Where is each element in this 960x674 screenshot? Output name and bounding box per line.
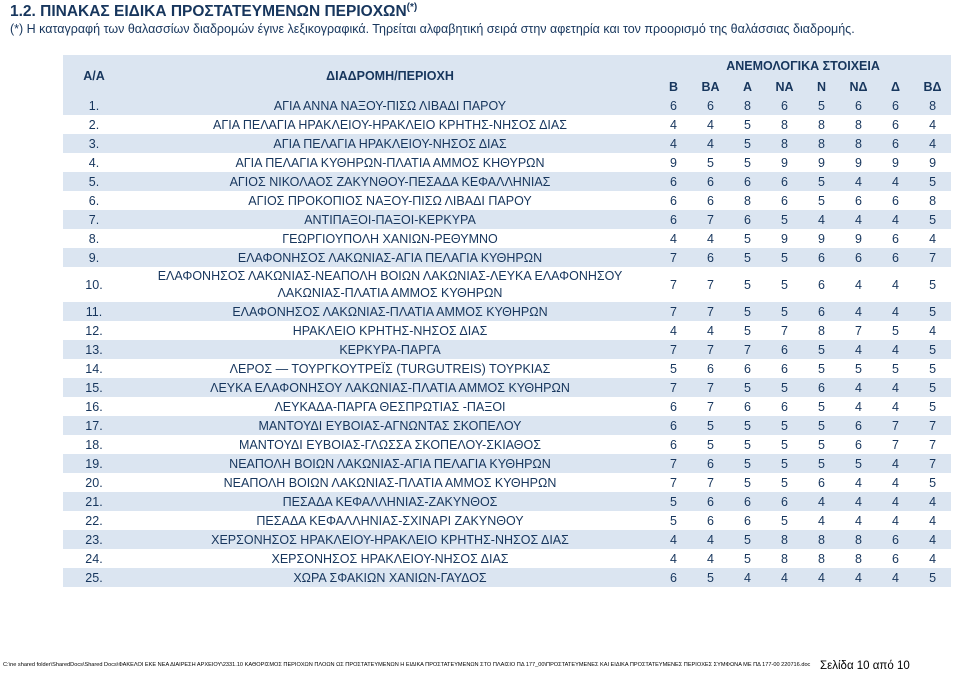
wind-value: 5 (803, 416, 840, 435)
route-name: ΧΕΡΣΟΝΗΣΟΣ ΗΡΑΚΛΕΙΟΥ-ΝΗΣΟΣ ΔΙΑΣ (125, 549, 655, 568)
table-body (63, 96, 951, 587)
wind-value: 4 (840, 397, 877, 416)
row-number: 13. (63, 340, 125, 359)
wind-value: 5 (914, 210, 951, 229)
header-number: Α/Α (63, 55, 125, 96)
wind-value: 4 (914, 134, 951, 153)
wind-value: 5 (914, 378, 951, 397)
wind-value: 4 (877, 568, 914, 587)
wind-value: 6 (729, 172, 766, 191)
wind-value: 8 (840, 134, 877, 153)
row-number: 9. (63, 248, 125, 267)
wind-value: 4 (766, 568, 803, 587)
page-number: Σελίδα 10 από 10 (820, 660, 910, 672)
wind-value: 5 (914, 302, 951, 321)
row-number: 15. (63, 378, 125, 397)
route-name: ΑΓΙΑ ΠΕΛΑΓΙΑ ΗΡΑΚΛΕΙΟΥ-ΝΗΣΟΣ ΔΙΑΣ (125, 134, 655, 153)
wind-value: 7 (655, 267, 692, 302)
wind-value: 9 (840, 229, 877, 248)
wind-value: 8 (914, 96, 951, 115)
wind-value: 7 (692, 397, 729, 416)
wind-value: 6 (840, 96, 877, 115)
wind-value: 5 (766, 511, 803, 530)
wind-value: 6 (692, 248, 729, 267)
wind-value: 6 (692, 492, 729, 511)
wind-value: 5 (914, 172, 951, 191)
wind-value: 4 (692, 134, 729, 153)
wind-value: 4 (877, 454, 914, 473)
wind-value: 6 (729, 359, 766, 378)
wind-value: 5 (877, 359, 914, 378)
wind-value: 4 (692, 115, 729, 134)
wind-value: 4 (914, 492, 951, 511)
table-row (63, 568, 951, 587)
wind-value: 6 (655, 210, 692, 229)
wind-value: 9 (840, 153, 877, 172)
route-name: ΜΑΝΤΟΥΔΙ ΕΥΒΟΙΑΣ-ΑΓΝΩΝΤΑΣ ΣΚΟΠΕΛΟΥ (125, 416, 655, 435)
wind-value: 8 (729, 96, 766, 115)
wind-direction-header: Β (655, 77, 692, 96)
wind-value: 5 (914, 359, 951, 378)
wind-value: 8 (729, 191, 766, 210)
wind-value: 4 (840, 511, 877, 530)
wind-value: 6 (692, 96, 729, 115)
wind-value: 7 (914, 248, 951, 267)
row-number: 23. (63, 530, 125, 549)
wind-value: 4 (655, 229, 692, 248)
table-row (63, 115, 951, 134)
wind-value: 5 (729, 229, 766, 248)
wind-value: 5 (766, 473, 803, 492)
wind-value: 5 (766, 435, 803, 454)
wind-direction-header: Α (729, 77, 766, 96)
wind-value: 5 (766, 302, 803, 321)
table-row (63, 397, 951, 416)
wind-value: 4 (877, 340, 914, 359)
row-number: 21. (63, 492, 125, 511)
table-row (63, 96, 951, 115)
wind-value: 5 (692, 416, 729, 435)
wind-value: 6 (692, 172, 729, 191)
wind-value: 7 (692, 378, 729, 397)
wind-value: 4 (692, 549, 729, 568)
wind-value: 4 (803, 511, 840, 530)
footnote-note: (*) Η καταγραφή των θαλασσίων διαδρομών έγινε λεξικογραφικά. Τηρείται αλφαβητική σειρά στην αφετηρία και τον προορισμό της θαλάσσιας διαδρομής. (10, 22, 855, 36)
wind-value: 5 (766, 248, 803, 267)
wind-value: 5 (914, 397, 951, 416)
wind-value: 7 (655, 473, 692, 492)
wind-direction-header: ΒΑ (692, 77, 729, 96)
heading-text: 1.2. ΠΙΝΑΚΑΣ ΕΙΔΙΚΑ ΠΡΟΣΤΑΤΕΥΜΕΝΩΝ ΠΕΡΙΟΧΩΝ (10, 3, 407, 21)
route-name: ΑΝΤΙΠΑΞΟΙ-ΠΑΞΟΙ-ΚΕΡΚΥΡΑ (125, 210, 655, 229)
wind-value: 5 (803, 359, 840, 378)
wind-value: 7 (877, 435, 914, 454)
wind-value: 4 (877, 302, 914, 321)
wind-value: 7 (655, 340, 692, 359)
wind-value: 4 (840, 172, 877, 191)
wind-value: 7 (655, 454, 692, 473)
row-number: 18. (63, 435, 125, 454)
wind-direction-header: Δ (877, 77, 914, 96)
wind-value: 4 (877, 210, 914, 229)
table-row (63, 248, 951, 267)
wind-value: 6 (766, 340, 803, 359)
table-header-row (63, 55, 951, 77)
wind-value: 8 (766, 134, 803, 153)
wind-value: 6 (803, 378, 840, 397)
table-row (63, 321, 951, 340)
wind-value: 5 (803, 191, 840, 210)
row-number: 1. (63, 96, 125, 115)
wind-value: 7 (914, 416, 951, 435)
wind-value: 5 (692, 153, 729, 172)
heading-footnote-marker: (*) (406, 2, 418, 13)
wind-value: 4 (840, 340, 877, 359)
wind-value: 9 (766, 153, 803, 172)
route-name: ΑΓΙΑ ΠΕΛΑΓΙΑ ΗΡΑΚΛΕΙΟΥ-ΗΡΑΚΛΕΙΟ ΚΡΗΤΗΣ-ΝΗΣΟΣ ΔΙΑΣ (125, 115, 655, 134)
wind-value: 5 (803, 96, 840, 115)
row-number: 11. (63, 302, 125, 321)
wind-value: 4 (803, 492, 840, 511)
wind-value: 6 (840, 435, 877, 454)
wind-value: 8 (840, 115, 877, 134)
route-name: ΑΓΙΑ ΑΝΝΑ ΝΑΞΟΥ-ΠΙΣΩ ΛΙΒΑΔΙ ΠΑΡΟΥ (125, 96, 655, 115)
wind-value: 4 (655, 549, 692, 568)
wind-value: 5 (692, 568, 729, 587)
table-row (63, 210, 951, 229)
wind-value: 6 (877, 248, 914, 267)
wind-value: 8 (803, 549, 840, 568)
wind-value: 5 (803, 340, 840, 359)
wind-value: 5 (729, 530, 766, 549)
wind-value: 8 (803, 530, 840, 549)
wind-value: 5 (655, 359, 692, 378)
wind-value: 4 (840, 492, 877, 511)
wind-value: 9 (914, 153, 951, 172)
row-number: 14. (63, 359, 125, 378)
page-heading (10, 2, 417, 21)
wind-value: 5 (729, 267, 766, 302)
wind-value: 6 (729, 492, 766, 511)
wind-value: 7 (692, 210, 729, 229)
wind-value: 6 (655, 172, 692, 191)
row-number: 22. (63, 511, 125, 530)
wind-value: 5 (803, 172, 840, 191)
wind-value: 6 (840, 248, 877, 267)
table-row (63, 549, 951, 568)
wind-value: 5 (840, 454, 877, 473)
wind-value: 4 (692, 321, 729, 340)
header-route: ΔΙΑΔΡΟΜΗ/ΠΕΡΙΟΧΗ (125, 55, 655, 96)
wind-value: 6 (840, 191, 877, 210)
table-row (63, 473, 951, 492)
table-row (63, 153, 951, 172)
wind-direction-header: Ν (803, 77, 840, 96)
route-name: ΑΓΙΟΣ ΠΡΟΚΟΠΙΟΣ ΝΑΞΟΥ-ΠΙΣΩ ΛΙΒΑΔΙ ΠΑΡΟΥ (125, 191, 655, 210)
row-number: 17. (63, 416, 125, 435)
wind-value: 8 (766, 549, 803, 568)
wind-value: 6 (766, 359, 803, 378)
table-row (63, 302, 951, 321)
wind-value: 6 (840, 416, 877, 435)
wind-value: 7 (914, 454, 951, 473)
wind-value: 6 (729, 511, 766, 530)
row-number: 8. (63, 229, 125, 248)
wind-value: 8 (803, 134, 840, 153)
table-row (63, 530, 951, 549)
route-name: ΑΓΙΟΣ ΝΙΚΟΛΑΟΣ ΖΑΚΥΝΘΟΥ-ΠΕΣΑΔΑ ΚΕΦΑΛΛΗΝΙΑΣ (125, 172, 655, 191)
row-number: 20. (63, 473, 125, 492)
wind-value: 5 (803, 397, 840, 416)
wind-value: 6 (877, 229, 914, 248)
wind-value: 5 (766, 267, 803, 302)
row-number: 5. (63, 172, 125, 191)
wind-value: 4 (803, 568, 840, 587)
wind-value: 4 (877, 492, 914, 511)
wind-value: 6 (803, 267, 840, 302)
row-number: 12. (63, 321, 125, 340)
row-number: 3. (63, 134, 125, 153)
wind-value: 6 (766, 191, 803, 210)
wind-value: 6 (877, 134, 914, 153)
table-row (63, 229, 951, 248)
wind-value: 8 (840, 530, 877, 549)
route-name: ΕΛΑΦΟΝΗΣΟΣ ΛΑΚΩΝΙΑΣ-ΑΓΙΑ ΠΕΛΑΓΙΑ ΚΥΘΗΡΩΝ (125, 248, 655, 267)
wind-value: 5 (840, 359, 877, 378)
route-name: ΕΛΑΦΟΝΗΣΟΣ ΛΑΚΩΝΙΑΣ-ΝΕΑΠΟΛΗ ΒΟΙΩΝ ΛΑΚΩΝΙΑΣ-ΛΕΥΚΑ ΕΛΑΦΟΝΗΣΟΥ ΛΑΚΩΝΙΑΣ-ΠΛΑΤΙΑ ΑΜΜΟΣ ΚΥΘΗΡΩΝ (125, 267, 655, 302)
wind-value: 7 (692, 340, 729, 359)
wind-value: 5 (877, 321, 914, 340)
wind-direction-header: ΒΔ (914, 77, 951, 96)
wind-value: 4 (840, 473, 877, 492)
route-name: ΛΕΡΟΣ — ΤΟΥΡΓΚΟΥΤΡΕΪΣ (TURGUTREIS) ΤΟΥΡΚΙΑΣ (125, 359, 655, 378)
table-row (63, 492, 951, 511)
wind-value: 4 (877, 172, 914, 191)
wind-value: 8 (803, 321, 840, 340)
wind-value: 4 (655, 134, 692, 153)
route-name: ΝΕΑΠΟΛΗ ΒΟΙΩΝ ΛΑΚΩΝΙΑΣ-ΠΛΑΤΙΑ ΑΜΜΟΣ ΚΥΘΗΡΩΝ (125, 473, 655, 492)
route-name: ΑΓΙΑ ΠΕΛΑΓΙΑ ΚΥΘΗΡΩΝ-ΠΛΑΤΙΑ ΑΜΜΟΣ ΚΗΘΥΡΩΝ (125, 153, 655, 172)
wind-value: 4 (692, 530, 729, 549)
wind-value: 6 (655, 397, 692, 416)
wind-value: 7 (877, 416, 914, 435)
header-wind-data: ΑΝΕΜΟΛΟΓΙΚΑ ΣΤΟΙΧΕΙΑ (655, 55, 951, 77)
wind-value: 6 (877, 115, 914, 134)
wind-direction-header: ΝΑ (766, 77, 803, 96)
wind-value: 7 (655, 378, 692, 397)
route-name: ΗΡΑΚΛΕΙΟ ΚΡΗΤΗΣ-ΝΗΣΟΣ ΔΙΑΣ (125, 321, 655, 340)
wind-value: 8 (840, 549, 877, 568)
wind-value: 4 (877, 511, 914, 530)
wind-value: 6 (803, 302, 840, 321)
table-row (63, 416, 951, 435)
wind-value: 5 (766, 210, 803, 229)
row-number: 16. (63, 397, 125, 416)
route-name: ΠΕΣΑΔΑ ΚΕΦΑΛΛΗΝΙΑΣ-ΣΧΙΝΑΡΙ ΖΑΚΥΝΘΟΥ (125, 511, 655, 530)
wind-value: 4 (877, 378, 914, 397)
table-row (63, 340, 951, 359)
wind-value: 5 (655, 511, 692, 530)
row-number: 6. (63, 191, 125, 210)
wind-value: 7 (729, 340, 766, 359)
wind-value: 4 (914, 549, 951, 568)
route-name: ΛΕΥΚΑΔΑ-ΠΑΡΓΑ ΘΕΣΠΡΩΤΙΑΣ -ΠΑΞΟΙ (125, 397, 655, 416)
wind-value: 4 (877, 473, 914, 492)
wind-value: 6 (692, 191, 729, 210)
wind-value: 4 (655, 115, 692, 134)
wind-value: 6 (692, 359, 729, 378)
wind-value: 6 (877, 549, 914, 568)
wind-value: 6 (803, 248, 840, 267)
wind-value: 6 (766, 96, 803, 115)
wind-value: 5 (914, 267, 951, 302)
row-number: 2. (63, 115, 125, 134)
wind-value: 4 (655, 321, 692, 340)
wind-value: 7 (840, 321, 877, 340)
wind-value: 6 (692, 511, 729, 530)
wind-value: 6 (766, 172, 803, 191)
wind-value: 6 (803, 473, 840, 492)
wind-value: 5 (914, 568, 951, 587)
wind-value: 5 (766, 416, 803, 435)
table-row (63, 378, 951, 397)
wind-value: 4 (692, 229, 729, 248)
wind-value: 4 (877, 267, 914, 302)
wind-value: 6 (655, 96, 692, 115)
wind-value: 6 (655, 568, 692, 587)
wind-value: 6 (692, 454, 729, 473)
wind-value: 4 (840, 210, 877, 229)
route-name: ΓΕΩΡΓΙΟΥΠΟΛΗ ΧΑΝΙΩΝ-ΡΕΘΥΜΝΟ (125, 229, 655, 248)
wind-value: 5 (803, 435, 840, 454)
wind-value: 4 (840, 568, 877, 587)
wind-value: 5 (914, 473, 951, 492)
wind-value: 8 (803, 115, 840, 134)
wind-value: 6 (877, 191, 914, 210)
wind-value: 7 (692, 267, 729, 302)
wind-value: 7 (692, 302, 729, 321)
wind-value: 9 (803, 229, 840, 248)
table-row (63, 267, 951, 302)
wind-value: 5 (729, 321, 766, 340)
wind-value: 6 (729, 397, 766, 416)
wind-value: 4 (729, 568, 766, 587)
wind-direction-header: ΝΔ (840, 77, 877, 96)
wind-value: 4 (877, 397, 914, 416)
wind-value: 7 (655, 302, 692, 321)
wind-value: 6 (766, 397, 803, 416)
protected-areas-table (63, 55, 951, 587)
wind-value: 4 (914, 229, 951, 248)
wind-value: 7 (914, 435, 951, 454)
wind-value: 8 (766, 115, 803, 134)
wind-value: 6 (877, 530, 914, 549)
route-name: ΛΕΥΚΑ ΕΛΑΦΟΝΗΣΟΥ ΛΑΚΩΝΙΑΣ-ΠΛΑΤΙΑ ΑΜΜΟΣ ΚΥΘΗΡΩΝ (125, 378, 655, 397)
wind-value: 4 (914, 530, 951, 549)
wind-value: 5 (729, 134, 766, 153)
wind-value: 4 (803, 210, 840, 229)
route-name: ΕΛΑΦΟΝΗΣΟΣ ΛΑΚΩΝΙΑΣ-ΠΛΑΤΙΑ ΑΜΜΟΣ ΚΥΘΗΡΩΝ (125, 302, 655, 321)
row-number: 19. (63, 454, 125, 473)
wind-value: 6 (655, 191, 692, 210)
wind-value: 5 (729, 549, 766, 568)
row-number: 24. (63, 549, 125, 568)
wind-value: 6 (729, 210, 766, 229)
file-path-footer: C:\ne shared folder\SharedDocs\Shared Docs\ΦΑΚΕΛΟΙ ΕΚΕ ΝΕΑ ΔΙΑΙΡΕΣΗ ΑΡΧΕΙΟΥ\2331.10 ΚΑΘΟΡΙΣΜΟΣ ΠΕΡΙΟΧΩΝ ΠΛΟΩΝ ΩΣ ΠΡΟΣΤΑΤΕΥΜΕΝΩΝ Η ΕΙΔΙΚΑ ΠΡΟΣΤΑΤΕΥΜΕΝΩΝ ΣΤΟ ΠΛΑΙΣΙΟ ΠΔ 177_00\ΠΡΟΣΤΑΤΕΥΜΕΝΕΣ ΚΑΙ ΕΙΔΙΚΑ ΠΡΟΣΤΑΤΕΥΜΕΝΕΣ ΠΕΡΙΟΧΕΣ ΣΥΜΦΩΝΑ ΜΕ ΠΔ 177-00 220716.doc (3, 662, 811, 668)
wind-value: 5 (729, 378, 766, 397)
wind-value: 5 (729, 153, 766, 172)
wind-value: 4 (914, 115, 951, 134)
wind-value: 5 (729, 473, 766, 492)
wind-value: 7 (692, 473, 729, 492)
wind-value: 5 (729, 416, 766, 435)
wind-value: 7 (766, 321, 803, 340)
table-row (63, 172, 951, 191)
wind-value: 5 (766, 454, 803, 473)
wind-value: 9 (877, 153, 914, 172)
wind-value: 6 (877, 96, 914, 115)
wind-value: 9 (803, 153, 840, 172)
wind-value: 4 (840, 302, 877, 321)
row-number: 7. (63, 210, 125, 229)
table-row (63, 511, 951, 530)
wind-value: 8 (914, 191, 951, 210)
wind-value: 5 (803, 454, 840, 473)
wind-value: 5 (729, 435, 766, 454)
wind-value: 6 (766, 492, 803, 511)
wind-value: 5 (729, 454, 766, 473)
wind-value: 4 (914, 321, 951, 340)
wind-value: 6 (655, 435, 692, 454)
table-row (63, 359, 951, 378)
route-name: ΝΕΑΠΟΛΗ ΒΟΙΩΝ ΛΑΚΩΝΙΑΣ-ΑΓΙΑ ΠΕΛΑΓΙΑ ΚΥΘΗΡΩΝ (125, 454, 655, 473)
route-name: ΠΕΣΑΔΑ ΚΕΦΑΛΛΗΝΙΑΣ-ΖΑΚΥΝΘΟΣ (125, 492, 655, 511)
wind-value: 5 (914, 340, 951, 359)
table-row (63, 435, 951, 454)
wind-value: 4 (655, 530, 692, 549)
wind-value: 5 (729, 302, 766, 321)
wind-value: 6 (655, 416, 692, 435)
route-name: ΜΑΝΤΟΥΔΙ ΕΥΒΟΙΑΣ-ΓΛΩΣΣΑ ΣΚΟΠΕΛΟΥ-ΣΚΙΑΘΟΣ (125, 435, 655, 454)
wind-value: 5 (729, 115, 766, 134)
wind-value: 7 (655, 248, 692, 267)
wind-value: 9 (655, 153, 692, 172)
table-row (63, 191, 951, 210)
wind-value: 4 (840, 267, 877, 302)
table-row (63, 134, 951, 153)
wind-value: 4 (914, 511, 951, 530)
wind-value: 5 (655, 492, 692, 511)
wind-value: 5 (766, 378, 803, 397)
wind-value: 5 (692, 435, 729, 454)
row-number: 4. (63, 153, 125, 172)
table-row (63, 454, 951, 473)
row-number: 25. (63, 568, 125, 587)
wind-value: 9 (766, 229, 803, 248)
route-name: ΚΕΡΚΥΡΑ-ΠΑΡΓΑ (125, 340, 655, 359)
wind-value: 5 (729, 248, 766, 267)
row-number: 10. (63, 267, 125, 302)
route-name: ΧΕΡΣΟΝΗΣΟΣ ΗΡΑΚΛΕΙΟΥ-ΗΡΑΚΛΕΙΟ ΚΡΗΤΗΣ-ΝΗΣΟΣ ΔΙΑΣ (125, 530, 655, 549)
wind-value: 4 (840, 378, 877, 397)
wind-value: 8 (766, 530, 803, 549)
route-name: ΧΩΡΑ ΣΦΑΚΙΩΝ ΧΑΝΙΩΝ-ΓΑΥΔΟΣ (125, 568, 655, 587)
